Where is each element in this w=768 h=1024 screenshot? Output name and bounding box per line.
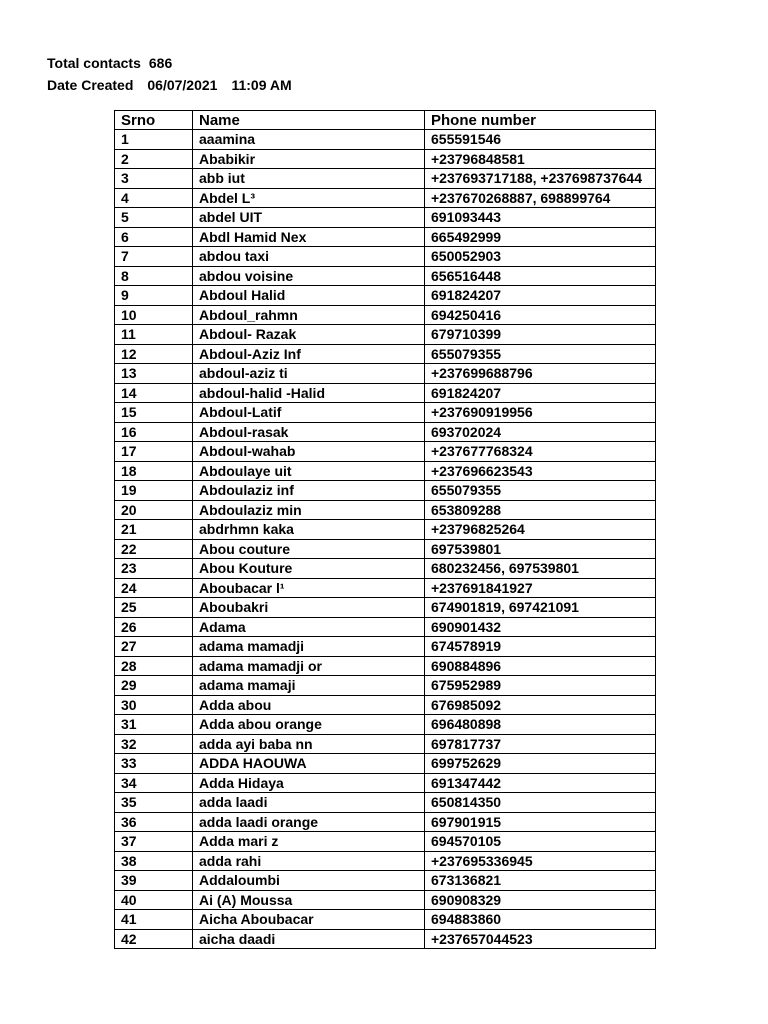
cell-srno: 30 xyxy=(115,695,193,715)
table-row xyxy=(115,695,656,715)
table-row xyxy=(115,559,656,579)
column-header-srno: Srno xyxy=(115,111,193,130)
table-row xyxy=(115,422,656,442)
cell-srno: 42 xyxy=(115,929,193,949)
cell-name: Abdoul-rasak xyxy=(193,422,425,442)
cell-phone: 697901915 xyxy=(425,812,656,832)
cell-phone: 650052903 xyxy=(425,247,656,267)
cell-phone: +237670268887, 698899764 xyxy=(425,188,656,208)
cell-phone: +237690919956 xyxy=(425,403,656,423)
cell-name: Aboubakri xyxy=(193,598,425,618)
cell-name: Abou couture xyxy=(193,539,425,559)
cell-name: Addaloumbi xyxy=(193,871,425,891)
cell-srno: 37 xyxy=(115,832,193,852)
cell-srno: 15 xyxy=(115,403,193,423)
table-row xyxy=(115,149,656,169)
cell-name: abdou taxi xyxy=(193,247,425,267)
cell-name: adama mamadji or xyxy=(193,656,425,676)
cell-srno: 17 xyxy=(115,442,193,462)
cell-srno: 2 xyxy=(115,149,193,169)
table-header-row xyxy=(115,111,656,130)
table-row xyxy=(115,656,656,676)
cell-name: Aboubacar l¹ xyxy=(193,578,425,598)
cell-srno: 29 xyxy=(115,676,193,696)
date-created-value: 06/07/2021 xyxy=(147,77,218,93)
cell-srno: 8 xyxy=(115,266,193,286)
cell-name: adda laadi xyxy=(193,793,425,813)
cell-name: Adda Hidaya xyxy=(193,773,425,793)
table-row xyxy=(115,754,656,774)
cell-srno: 16 xyxy=(115,422,193,442)
table-row xyxy=(115,832,656,852)
table-row xyxy=(115,637,656,657)
cell-name: Abdoulaye uit xyxy=(193,461,425,481)
cell-srno: 39 xyxy=(115,871,193,891)
cell-srno: 36 xyxy=(115,812,193,832)
cell-name: aaamina xyxy=(193,130,425,150)
date-created-row xyxy=(47,74,292,96)
cell-srno: 26 xyxy=(115,617,193,637)
table-row xyxy=(115,851,656,871)
cell-phone: 674578919 xyxy=(425,637,656,657)
cell-srno: 34 xyxy=(115,773,193,793)
cell-srno: 13 xyxy=(115,364,193,384)
cell-phone: 691093443 xyxy=(425,208,656,228)
cell-srno: 21 xyxy=(115,520,193,540)
cell-name: adda laadi orange xyxy=(193,812,425,832)
table-row xyxy=(115,715,656,735)
cell-srno: 35 xyxy=(115,793,193,813)
cell-name: adda ayi baba nn xyxy=(193,734,425,754)
cell-name: Adda mari z xyxy=(193,832,425,852)
cell-phone: 694883860 xyxy=(425,910,656,930)
date-created-label: Date Created xyxy=(47,77,134,93)
table-row xyxy=(115,130,656,150)
cell-phone: 655079355 xyxy=(425,344,656,364)
cell-phone: 691824207 xyxy=(425,286,656,306)
cell-srno: 28 xyxy=(115,656,193,676)
cell-phone: 675952989 xyxy=(425,676,656,696)
cell-name: abdou voisine xyxy=(193,266,425,286)
cell-srno: 19 xyxy=(115,481,193,501)
cell-name: Abou Kouture xyxy=(193,559,425,579)
cell-phone: 694570105 xyxy=(425,832,656,852)
cell-srno: 22 xyxy=(115,539,193,559)
table-row xyxy=(115,383,656,403)
cell-srno: 1 xyxy=(115,130,193,150)
cell-phone: 665492999 xyxy=(425,227,656,247)
table-row xyxy=(115,247,656,267)
cell-srno: 20 xyxy=(115,500,193,520)
cell-name: Abdoul- Razak xyxy=(193,325,425,345)
cell-phone: +237657044523 xyxy=(425,929,656,949)
cell-srno: 14 xyxy=(115,383,193,403)
cell-phone: 691347442 xyxy=(425,773,656,793)
table-row xyxy=(115,773,656,793)
table-row xyxy=(115,305,656,325)
table-row xyxy=(115,344,656,364)
cell-name: Abdoulaziz min xyxy=(193,500,425,520)
cell-phone: +237696623543 xyxy=(425,461,656,481)
table-row xyxy=(115,325,656,345)
cell-phone: 690908329 xyxy=(425,890,656,910)
cell-srno: 38 xyxy=(115,851,193,871)
cell-srno: 12 xyxy=(115,344,193,364)
cell-name: abdrhmn kaka xyxy=(193,520,425,540)
cell-name: adama mamaji xyxy=(193,676,425,696)
cell-name: adama mamadji xyxy=(193,637,425,657)
cell-srno: 10 xyxy=(115,305,193,325)
cell-phone: 674901819, 697421091 xyxy=(425,598,656,618)
table-row xyxy=(115,929,656,949)
cell-phone: 680232456, 697539801 xyxy=(425,559,656,579)
cell-srno: 23 xyxy=(115,559,193,579)
cell-phone: +237699688796 xyxy=(425,364,656,384)
cell-phone: +237691841927 xyxy=(425,578,656,598)
table-row xyxy=(115,578,656,598)
cell-srno: 32 xyxy=(115,734,193,754)
cell-name: adda rahi xyxy=(193,851,425,871)
table-row xyxy=(115,188,656,208)
cell-srno: 18 xyxy=(115,461,193,481)
cell-srno: 4 xyxy=(115,188,193,208)
table-row xyxy=(115,442,656,462)
table-row xyxy=(115,676,656,696)
column-header-name: Name xyxy=(193,111,425,130)
cell-name: abdoul-aziz ti xyxy=(193,364,425,384)
table-row xyxy=(115,520,656,540)
table-row xyxy=(115,598,656,618)
cell-srno: 40 xyxy=(115,890,193,910)
cell-name: Adama xyxy=(193,617,425,637)
cell-srno: 33 xyxy=(115,754,193,774)
table-row xyxy=(115,169,656,189)
cell-phone: 656516448 xyxy=(425,266,656,286)
cell-phone: 693702024 xyxy=(425,422,656,442)
cell-name: Abdoul Halid xyxy=(193,286,425,306)
contacts-table xyxy=(114,110,656,949)
table-row xyxy=(115,403,656,423)
table-row xyxy=(115,227,656,247)
table-row xyxy=(115,871,656,891)
cell-name: Ai (A) Moussa xyxy=(193,890,425,910)
table-row xyxy=(115,364,656,384)
cell-srno: 11 xyxy=(115,325,193,345)
cell-phone: +237677768324 xyxy=(425,442,656,462)
cell-srno: 5 xyxy=(115,208,193,228)
cell-srno: 24 xyxy=(115,578,193,598)
cell-phone: 679710399 xyxy=(425,325,656,345)
cell-phone: 673136821 xyxy=(425,871,656,891)
cell-srno: 27 xyxy=(115,637,193,657)
cell-name: aicha daadi xyxy=(193,929,425,949)
cell-name: Aicha Aboubacar xyxy=(193,910,425,930)
cell-srno: 6 xyxy=(115,227,193,247)
cell-name: Abdoul-Latif xyxy=(193,403,425,423)
cell-name: Abdoul-Aziz Inf xyxy=(193,344,425,364)
cell-name: Abdoul_rahmn xyxy=(193,305,425,325)
cell-name: Abdoul-wahab xyxy=(193,442,425,462)
cell-name: Abdoulaziz inf xyxy=(193,481,425,501)
cell-name: abdoul-halid -Halid xyxy=(193,383,425,403)
cell-phone: +237695336945 xyxy=(425,851,656,871)
cell-phone: 694250416 xyxy=(425,305,656,325)
cell-srno: 25 xyxy=(115,598,193,618)
total-contacts-label: Total contacts xyxy=(47,55,141,71)
cell-name: Abdl Hamid Nex xyxy=(193,227,425,247)
cell-srno: 9 xyxy=(115,286,193,306)
table-row xyxy=(115,481,656,501)
document-header xyxy=(47,52,292,96)
cell-srno: 41 xyxy=(115,910,193,930)
cell-phone: +23796848581 xyxy=(425,149,656,169)
cell-phone: 655591546 xyxy=(425,130,656,150)
time-created-value: 11:09 AM xyxy=(231,77,292,93)
cell-srno: 31 xyxy=(115,715,193,735)
cell-phone: 696480898 xyxy=(425,715,656,735)
cell-name: Ababikir xyxy=(193,149,425,169)
cell-name: abb iut xyxy=(193,169,425,189)
table-row xyxy=(115,793,656,813)
table-row xyxy=(115,286,656,306)
cell-phone: 653809288 xyxy=(425,500,656,520)
cell-phone: 650814350 xyxy=(425,793,656,813)
table-row xyxy=(115,500,656,520)
cell-srno: 7 xyxy=(115,247,193,267)
table-row xyxy=(115,617,656,637)
cell-phone: 690884896 xyxy=(425,656,656,676)
cell-phone: +23796825264 xyxy=(425,520,656,540)
cell-name: abdel UIT xyxy=(193,208,425,228)
table-row xyxy=(115,208,656,228)
table-row xyxy=(115,734,656,754)
cell-phone: 699752629 xyxy=(425,754,656,774)
cell-name: Adda abou xyxy=(193,695,425,715)
table-row xyxy=(115,461,656,481)
cell-phone: 690901432 xyxy=(425,617,656,637)
table-row xyxy=(115,266,656,286)
total-contacts-value: 686 xyxy=(148,55,173,71)
total-contacts-row xyxy=(47,52,292,74)
table-row xyxy=(115,539,656,559)
cell-phone: 697539801 xyxy=(425,539,656,559)
cell-phone: 691824207 xyxy=(425,383,656,403)
cell-phone: +237693717188, +237698737644 xyxy=(425,169,656,189)
cell-phone: 697817737 xyxy=(425,734,656,754)
table-row xyxy=(115,890,656,910)
cell-srno: 3 xyxy=(115,169,193,189)
cell-name: Abdel L³ xyxy=(193,188,425,208)
cell-name: Adda abou orange xyxy=(193,715,425,735)
table-row xyxy=(115,812,656,832)
column-header-phone: Phone number xyxy=(425,111,656,130)
table-row xyxy=(115,910,656,930)
cell-phone: 676985092 xyxy=(425,695,656,715)
cell-name: ADDA HAOUWA xyxy=(193,754,425,774)
cell-phone: 655079355 xyxy=(425,481,656,501)
